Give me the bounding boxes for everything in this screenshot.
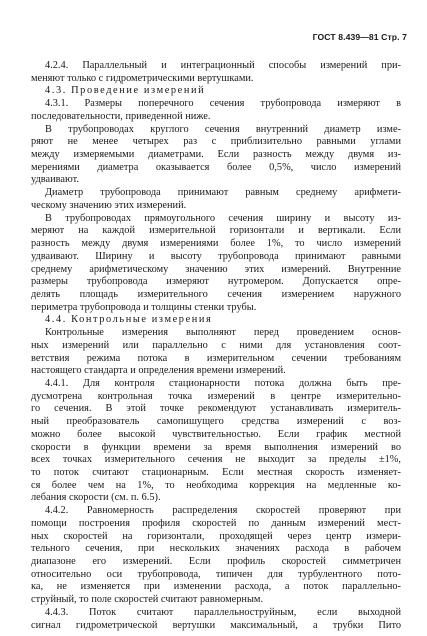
text-line: ных скоростей на горизонтали, проходящей через центр измери- <box>31 530 401 542</box>
text-line: диапазоне его измерений. Если профиль скоростей симметричен <box>31 556 401 568</box>
text-line: можно более высокой чувствительностью. Если график местной <box>31 428 401 440</box>
text-line: среднему арифметическому значению этих измерений. Внутренние <box>31 263 401 275</box>
text-line: дусмотрена контрольная точка измерений в центре измерительно- <box>31 390 401 402</box>
text-line: ческому значению этих измерений. <box>31 199 187 211</box>
text-line: 4.4.3. Поток считают параллельноструйным, если выходной <box>45 606 401 618</box>
text-line: делять площадь измерительного сечения измерением наружного <box>31 288 401 300</box>
text-line: го сечения. В этой точке рекомендуют устанавливать измеритель- <box>31 403 401 415</box>
text-line: удваивают. Ширину и высоту трубопровода принимают равными <box>31 250 401 262</box>
text-line: скорости в функции времени за время выполнения измерений во <box>31 441 401 453</box>
text-line: тельного сечения, при нескольких значениях расхода в рабочем <box>31 543 401 555</box>
text-line: ных измерений или параллельно с ними для установления соот- <box>31 339 401 351</box>
text-line: 4.2.4. Параллельный и интеграционный способы измерений при- <box>45 60 401 71</box>
text-line: мерениями диаметра оказывается более 0,5%, число измерений <box>31 161 401 173</box>
text-line: то поток считают стационарным. Если местная скорость изменяет- <box>31 467 401 478</box>
text-line: В трубопроводах круглого сечения внутренний диаметр изме- <box>45 123 401 135</box>
text-line: между измеряемыми диаметрами. Если разность между двумя из- <box>31 149 401 161</box>
text-line: меряют на каждой измерительной горизонтали и вертикали. Если <box>31 225 401 237</box>
section-heading: 4.4. Контрольные измерения <box>45 314 213 326</box>
section-heading: 4.3. Проведение измерений <box>45 85 206 97</box>
running-header: ГОСТ 8.439—81 Стр. 7 <box>312 32 407 42</box>
text-line: сигнал гидрометрической вертушки максимальный, а трубки Пито <box>31 619 401 631</box>
text-line: меняют только с гидрометрическими вертушками. <box>31 72 254 84</box>
text-line: настоящего стандарта и определения времени измерений. <box>31 365 286 377</box>
text-line: 4.4.1. Для контроля стационарности потока должна быть пре- <box>45 377 401 389</box>
text-line: периметра трубопровода и толщины стенки трубы. <box>31 301 257 313</box>
text-line: лебания скорости (см. п. 6.5). <box>31 492 161 504</box>
text-line: ветствия режима потока в измерительном сечении требованиям <box>31 352 401 364</box>
text-line: 4.4.2. Равномерность распределения скоростей проверяют при <box>45 505 401 517</box>
text-line: относительно оси трубопровода, типичен для турбулентного пото- <box>31 568 401 580</box>
text-line: удваивают. <box>31 174 79 186</box>
text-line: ка, не изменяется при изменении расхода, а поток параллельно- <box>31 581 401 593</box>
text-line: струйный, то поле скоростей считают равномерным. <box>31 594 264 606</box>
text-line: Контрольные измерения выполняют перед проведением основ- <box>45 327 401 339</box>
text-line: ный преобразователь самопишущего средства измерений с воз- <box>31 416 401 428</box>
text-line: ряют не менее четырех раз с приблизительно равными углами <box>31 136 401 148</box>
text-line: В трубопроводах прямоугольного сечения ширину и высоту из- <box>45 212 401 224</box>
text-line: разность между двумя измерениями более 1%, то число измерений <box>31 238 401 250</box>
body-text <box>31 60 401 632</box>
text-line: всех точках измерительного сечения не выходит за пределы ±1%, <box>31 454 401 466</box>
text-line: Диаметр трубопровода принимают равным среднему арифмети- <box>45 187 401 199</box>
text-line: ся более чем на 1%, то необходима коррекция на медленные ко- <box>31 479 401 491</box>
text-line: помощи построения профиля скоростей по данным измерений мест- <box>31 517 401 529</box>
text-line: последовательности, приведенной ниже. <box>31 110 211 122</box>
text-line: размеры трубопровода измеряют нутромером. Допускается опре- <box>31 276 401 288</box>
text-line: 4.3.1. Размеры поперечного сечения трубопровода измеряют в <box>45 98 401 110</box>
